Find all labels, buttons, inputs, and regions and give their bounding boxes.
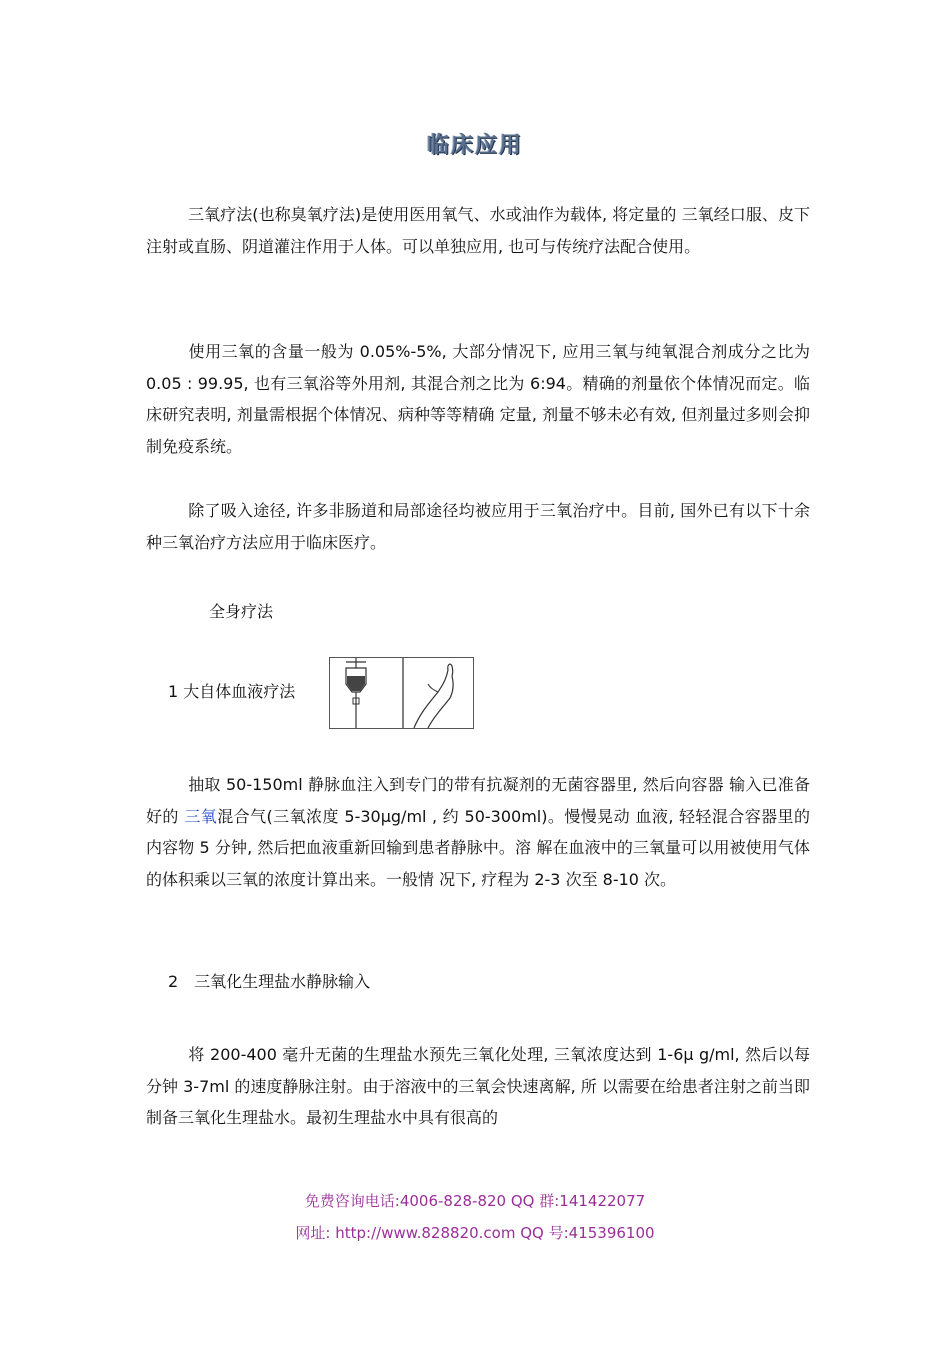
paragraph-saline: [146, 1039, 810, 1134]
item-heading-autohemotherapy: 1 大自体血液疗法: [168, 682, 296, 701]
therapy-illustration: [329, 657, 474, 729]
paragraph-dosage: [146, 336, 810, 462]
ozone-link[interactable]: 三氧: [184, 806, 218, 826]
paragraph-dosage-text: 使用三氧的含量一般为 0.05%-5%, 大部分情况下, 应用三氧与纯氧混合剂成分之比为 0.05 : 99.95, 也有三氧浴等外用剂, 其混合剂之比为 6:94。精确的剂量依个体情况而定。临床研究表明, 剂量需根据个体情况、病种等等精确 定量, 剂量不够未必有效, 但剂量过多则会抑制免疫系统。: [146, 342, 810, 456]
paragraph-intro: [146, 199, 810, 262]
paragraph-autohemotherapy-text-a: 抽取 50-150ml 静脉血注入到专门的带有抗凝剂的无菌容器里, 然后向容器 输入已准备好的: [146, 775, 810, 826]
paragraph-routes: [146, 495, 810, 558]
paragraph-saline-text: 将 200-400 毫升无菌的生理盐水预先三氧化处理, 三氧浓度达到 1-6μ g/ml, 然后以每分钟 3-7ml 的速度静脉注射。由于溶液中的三氧会快速离解, 所 以需要在给患者注射之前当即制备三氧化生理盐水。最初生理盐水中具有很高的: [146, 1045, 810, 1127]
paragraph-routes-text: 除了吸入途径, 许多非肠道和局部途径均被应用于三氧治疗中。目前, 国外已有以下十余种三氧治疗方法应用于临床医疗。: [146, 501, 810, 552]
paragraph-autohemotherapy: [146, 769, 810, 895]
item-heading-saline-infusion: 2 三氧化生理盐水静脉输入: [168, 972, 371, 991]
footer-contact-phone: 免费咨询电话:4006-828-820 QQ 群:141422077: [304, 1192, 646, 1210]
section-heading-whole-body: 全身疗法: [209, 602, 274, 621]
paragraph-intro-text: 三氧疗法(也称臭氧疗法)是使用医用氧气、水或油作为载体, 将定量的 三氧经口服、皮下注射或直肠、阴道灌注作用于人体。可以单独应用, 也可与传统疗法配合使用。: [146, 205, 810, 256]
page-title: 临床应用: [426, 133, 523, 158]
footer-website: 网址: http://www.828820.com QQ 号:415396100: [295, 1224, 655, 1242]
iv-bag-and-arm-icon: [330, 658, 473, 728]
paragraph-autohemotherapy-text-b: 混合气(三氧浓度 5-30μg/ml , 约 50-300ml)。慢慢晃动 血液, 轻轻混合容器里的内容物 5 分钟, 然后把血液重新回输到患者静脉中。溶 解在血液中的三氧量可以用被使用气体的体积乘以三氧的浓度计算出来。一般情 况下, 疗程为 2-3 次至 8-10 次。: [146, 806, 810, 889]
